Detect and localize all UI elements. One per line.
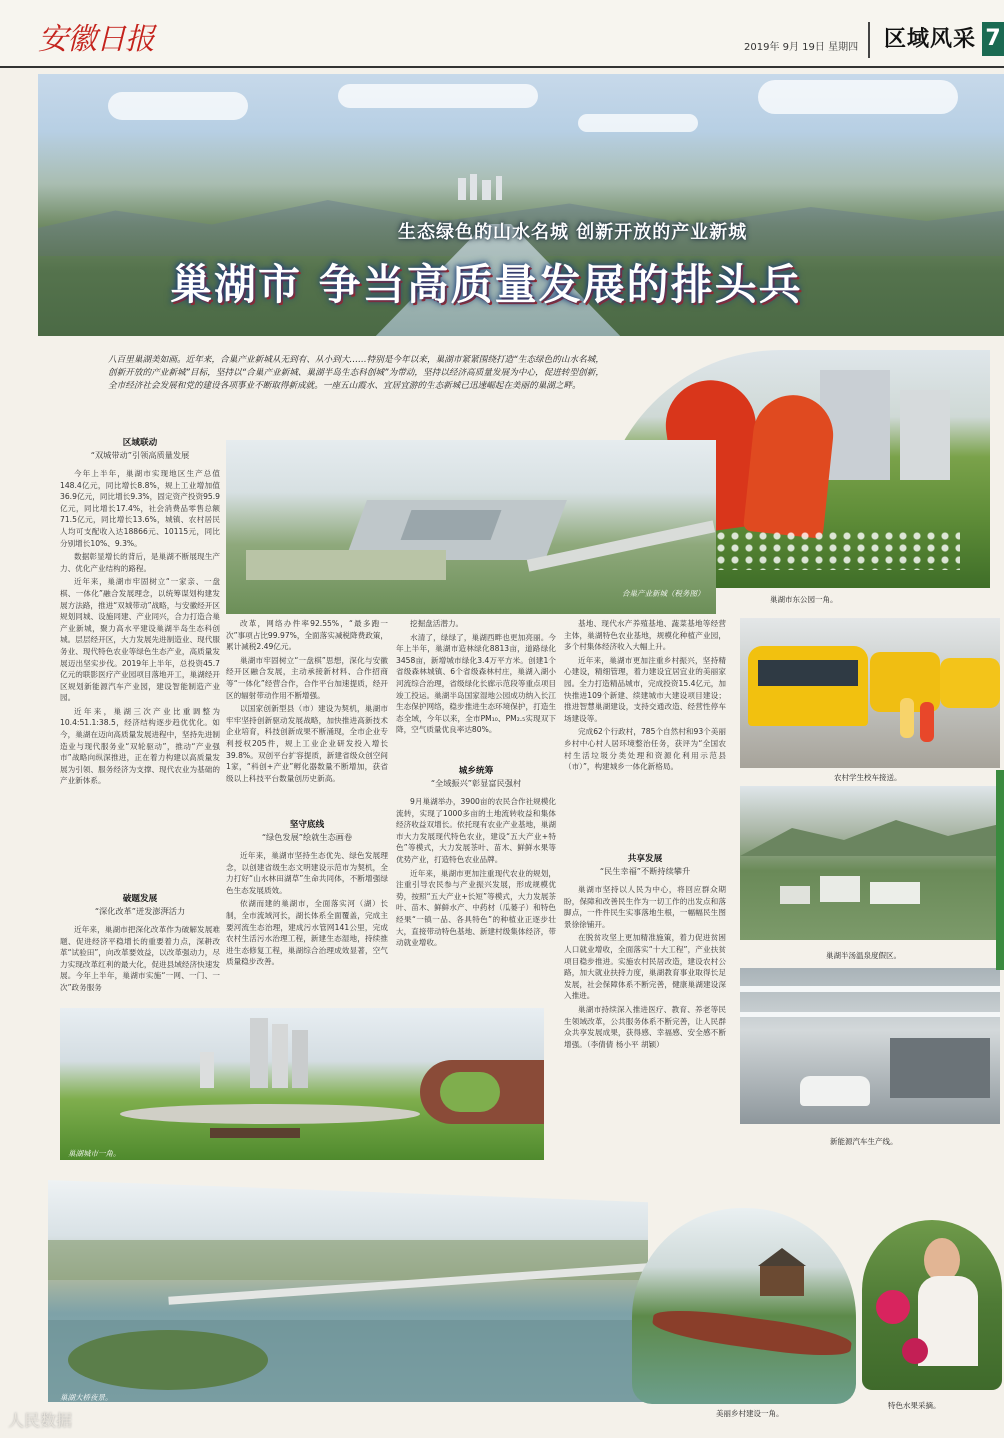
s2-subtitle: “深化改革”迸发澎湃活力 [94, 906, 186, 916]
column-4b: 巢湖市坚持以人民为中心，将回应群众期盼，保障和改善民生作为一切工作的出发点和落脚点，一件件民生实事落地生根，一幅幅民生图景徐徐铺开。 在脱贫攻坚上更加精准施策，着力促进贫困人口就业增收，全面落实“十大工程”，产业扶贫项目稳步推进。实施农村民居改造，建设农村公路，加大就业扶持力度，巢湖教育事业取得长足发展，社会保障体系不断完善，健康巢湖建设深入推进。 巢湖市持续深入推进医疗、教育、养老等民生领域改革，公共服务体系不断完善，让人民群众共享发展成果，获得感、幸福感、安全感不断增强。（李倩倩 杨小平 胡颖） [564, 885, 726, 1049]
river-aerial-photo [48, 1180, 648, 1402]
caption-factory: 新能源汽车生产线。 [830, 1137, 898, 1146]
lead-paragraph: 八百里巢湖美如画。近年来，合巢产业新城从无到有、从小到大……特别是今年以来，巢湖市紧紧围绕打造“生态绿色的山水名城，创新开放的产业新城”目标，坚持以“合巢产业新城、巢湖半岛生态科创城”为带动，坚持以经济高质量发展为中心，促进转型创新，全市经济社会发展和党的建设各项事业不断取得新成就。一座五山霞水、宜居宜游的生态新城已迅速崛起在美丽的巢湖之畔。 [108, 355, 604, 391]
caption-fruit: 特色水果采摘。 [888, 1401, 941, 1410]
column-1a: 今年上半年，巢湖市实现地区生产总值148.4亿元，同比增长8.8%，规上工业增加值36.9亿元，同比增长9.3%，固定资产投资95.9亿元，同比增长17.4%，社会消费品零售总额71.5亿元，同比增长13.6%，城镇、农村居民人均可支配收入达18866元、10115元，同比分别增长10%、9.3%。 数据彰显增长的背后，是巢湖不断展现生产力、优化产业结构的路程。 近年来，巢湖市牢固树立“一家亲、一盘棋、一体化”融合发展理念，以统筹谋划构建发展方法路，推进“双城带动”战略，与安徽经开区规划同城、设施同建、产业同兴，合力打造合巢产业新城，聚力高水平建设巢湖半岛生态科创城。层层经开区，大力发展先进制造业、现代服务业、现代特色农业等绿色生态产业，高质量发展迈出坚实步伐。2019年上半年，总投资45.7亿元的联影医疗产业园项目落地开工，巢湖经开区规划新能源汽车产业园，建设智能制造产业园。 近年来，巢湖三次产业比重调整为10.4:51.1:38.5，经济结构逐步趋优优化。如今，巢湖在迈向高质量发展进程中，坚持先进制造业与现代服务业“双轮驱动”，推动“产业强市”战略向纵深推进，正在着力构建以高质量发展为引领、服务经济为支撑、现代农业为基础的产业新体系。 [60, 469, 220, 786]
caption-park: 巢湖市东公园一角。 [770, 595, 838, 604]
caption-pavilion: 美丽乡村建设一角。 [716, 1409, 784, 1418]
pavilion-bridge-photo [632, 1208, 856, 1404]
caption-garden: 巢湖城市一角。 [68, 1149, 121, 1158]
school-bus-photo [740, 618, 1000, 768]
column-4: 基地、现代水产养殖基地、蔬菜基地等经营主体，巢湖特色农业基地，规模化种植产业园，多个村集体经济收入大幅上升。 近年来，巢湖市更加注重乡村振兴，坚持精心建设，精细管理，着力建设宜居宜业的美丽家园。全力打造精品城市，完成投资15.4亿元，加快推进109个新建、续建城市大建设项目建设；推进智慧巢湖建设，支持交通改造、经营性停车场建设等。 完成62个行政村，785个自然村和93个美丽乡村中心村人居环境整治任务，获评为“全国农村生活垃圾分类处理和资源化利用示范县（市）”，构建城乡一体化新格局。 [564, 619, 726, 772]
car-factory-photo [740, 968, 1000, 1124]
s5-title: 共享发展 [627, 854, 663, 864]
column-2b: 近年来，巢湖市坚持生态优先、绿色发展理念，以创建省级生态文明建设示范市为契机，全力打好“山水林田湖草”生命共同体，不断增强绿色生态发展质效。 依湖而建的巢湖市，全面落实河（湖）长制，全市流域河长，湖长体系全面覆盖，完成主要河流生态治理，建成污水管网141公里，完成农村生活污水治理工程，新建生态湿地，持续推进生态修复工程，巢湖综合治理成效显著，空气质量稳步改善。 [226, 851, 388, 967]
section-title: 区域风采 [884, 27, 977, 52]
dateline: 2019年 9月 19日 星期四 [744, 42, 859, 53]
column-3b: 9月巢湖举办，3900亩的农民合作社规模化流转，实现了1000多亩的土地流转收益和集体经济收益双增长。依托现有农业产业基地，巢湖市大力发展现代特色农业，建设“五大产业+特色”等模式，大力发展茶叶、苗木、鲜鲜水果等优势产业，打造特色农业品牌。 近年来，巢湖市更加注重现代农业的规划，注重引导农民参与产业振兴发展，形成规模优势，按照“五大产业+长短”等模式，大力发展茶叶、苗木、鲜鲜水产、中药材（瓜蒌子）和特色经果“一镇一品、各具特色”的种植业正逐步壮大，直接带动特色基地、新建村级集体经济，带动就业增收。 [396, 797, 556, 948]
fruit-picking-photo [862, 1220, 1002, 1390]
s4-subtitle: “全域振兴”彰显富民强村 [430, 778, 522, 788]
page-number: 7 [982, 22, 1004, 56]
s4-title: 城乡统筹 [458, 766, 494, 776]
side-accent-bar [996, 770, 1004, 970]
column-2: 改革，网络办件率92.55%，“最多跑一次”事项占比99.97%，全面落实减税降费政策，累计减税2.49亿元。 巢湖市牢固树立“一盘棋”思想，深化与安徽经开区融合发展，主动承接新材料、合作招商等“一体化”经营合作，合作平台加速提质，经开区的辐射带动作用不断增强。 以国家创新型县（市）建设为契机，巢湖市牢牢坚持创新驱动发展战略，加快推进高新技术企业培育，科技创新成果不断涌现，全市企业专利授权205件，规上工业企业研发投入增长39.8%。双创平台扩容提质，新建省级众创空间1家，“科创+产业”孵化器数量不断增加，获省级以上科技平台数量创历史新高。 [226, 619, 388, 783]
s3-title: 坚守底线 [289, 820, 325, 830]
hero-subtitle: 生态绿色的山水名城 创新开放的产业新城 [398, 222, 748, 243]
s3-subtitle: “绿色发展”绘就生态画卷 [261, 832, 353, 842]
s5-subtitle: “民生幸福”不断持续攀升 [599, 866, 691, 876]
caption-bus: 农村学生校车接送。 [834, 773, 902, 782]
hot-spring-resort-photo [740, 786, 1000, 940]
city-garden-photo [60, 1008, 544, 1160]
column-3: 挖掘盘活潜力。 水清了，绿绿了，巢湖西畔也更加亮丽。今年上半年，巢湖市造林绿化8813亩，道路绿化3458亩，新增城市绿化3.4万平方米。创建1个省级森林城镇、6个省级森林村庄，巢湖入湖小河流综合治理，省级绿化长廊示范段等重点项目竣工投运。巢湖半岛国家湿地公园成功纳入长江生态保护网络，稳步推进生态环境保护，打造生态全域，今年以来，全市PM₁₀、PM₂.₅实现双下降，空气质量优良率达80%。 [396, 619, 556, 735]
caption-town: 巢湖半汤温泉度假区。 [826, 951, 901, 960]
caption-river: 巢湖大桥夜景。 [60, 1393, 113, 1402]
s1-title: 区域联动 [122, 438, 158, 448]
column-1b: 近年来，巢湖市把深化改革作为破解发展难题、促进经济平稳增长的重要着力点，深耕改革“试验田”，向改革要效益，以改革强动力，尽力实现改革红利的最大化，促进县域经济快速发展。今年上半年，巢湖市实施“一网、一门、一次”政务服务 [60, 925, 220, 992]
hero-headline: 巢湖市 争当高质量发展的排头兵 [170, 260, 803, 309]
caption-gate: 合巢产业新城（税务图） [622, 589, 705, 598]
s1-subtitle: “双城带动”引领高质量发展 [90, 450, 190, 460]
newspaper-brand: 安徽日报 [38, 22, 154, 57]
watermark: 人民数据 [8, 1411, 73, 1430]
s2-title: 破题发展 [122, 894, 158, 904]
section-divider [868, 22, 870, 58]
